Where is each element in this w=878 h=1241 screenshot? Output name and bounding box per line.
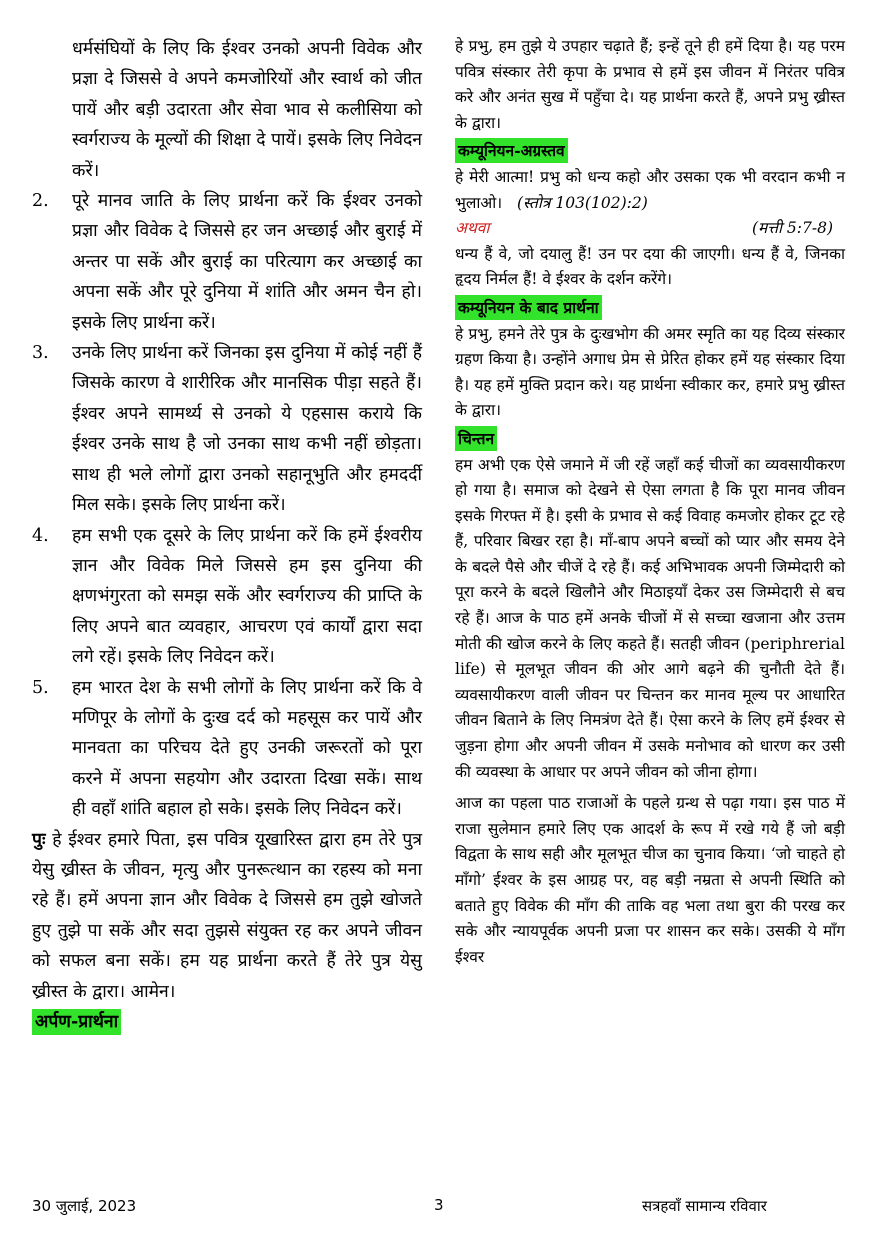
beatitude-text: धन्य हैं वे, जो दयालु हैं! उन पर दया की जाएगी। धन्य हैं वे, जिनका हृदय निर्मल हैं! वे ईश्वर के दर्शन करेंगे। — [455, 244, 845, 289]
alternative-row — [455, 216, 845, 242]
reflection-paragraph-1: हम अभी एक ऐसे जमाने में जी रहें जहाँ कई चीजों का व्यवसायीकरण हो गया है। समाज को देखने से ऐसा लगता है कि पूरा मानव जीवन इसके गिरफ्त में है। इसी के प्रभाव से कई विवाह कमजोर होकर टूट रहे हैं, परिवार बिखर रहा है। माँ-बाप अपने बच्चों को प्यार और समय देने के बदले पैसे और चीजें दे रहे हैं। कई अभिभावक अपनी जिम्मेदारी को पूरा करने के बदले खिलौने और मिठाइयाँ देकर उस जिम्मेदारी से बच रहे हैं। आज के पाठ हमें अनके चीजों में से सच्चा खजाना और उत्तम मोती की खोज करने के लिए कहते हैं। सतही जीवन (periphrerial life) से मूलभूत जीवन की ओर आगे बढ़ने की चुनौती देते हैं। व्यवसायीकरण वाली जीवन पर चिन्तन कर मानव मूल्य पर आधारित जीवन बिताने के लिए निमत्रंण देते हैं। ऐसा करने के लिए हमें ईश्वर से जुड़ना होगा और अपनी जीवन में उसके मनोभाव को धारण कर उसी की व्यवस्था के आधार पर अपने जीवन को जीना होगा। — [455, 455, 845, 781]
intercession-2 — [32, 186, 422, 338]
intercession-1: धर्मसंघियों के लिए कि ईश्वर उनको अपनी विवेक और प्रज्ञा दे जिससे वे अपने कमजोरियों और स्वार्थ को जीत पायें और बड़ी उदारता और सेवा भाव से कलीसिया को स्वर्गराज्य के मूल्यों की शिक्षा दे पायें। इसके लिए निवेदन करें। — [72, 39, 422, 181]
left-column — [32, 34, 422, 1037]
footer-date: 30 जुलाई, 2023 — [32, 1197, 137, 1215]
item-number: 4. — [32, 525, 49, 546]
closing-label: पुः — [32, 829, 46, 850]
post-communion-text: हे प्रभु, हमने तेरे पुत्र के दुःखभोग की अमर स्मृति का यह दिव्य संस्कार ग्रहण किया है। उन्होंने अगाध प्रेम से प्रेरित होकर हमें यह संस्कार दिया है। यह हमें मुक्ति प्रदान करे। यह प्रार्थना स्वीकार कर, हमारे प्रभु ख्रीस्त के द्वारा। — [455, 324, 845, 420]
post-communion-heading: कम्यूनियन के बाद प्रार्थना — [455, 295, 602, 320]
item-text: हम सभी एक दूसरे के लिए प्रार्थना करें कि हमें ईश्वरीय ज्ञान और विवेक मिले जिससे हम इस दुनिया की क्षणभंगुरता को समझ सकें और स्वर्गराज्य की प्राप्ति के लिए अपने बात व्यवहार, आचरण एवं कार्यों द्वारा सदा लगे रहें। इसके लिए निवेदन करें। — [72, 525, 422, 668]
page-number: 3 — [434, 1196, 444, 1214]
item-text: उनके लिए प्रार्थना करें जिनका इस दुनिया में कोई नहीं हैं जिसके कारण वे शारीरिक और मानसिक पीड़ा सहते हैं। ईश्वर अपने सामर्थ्य से उनको ये एहसास कराये कि ईश्वर उनके साथ है जो उनका साथ कभी नहीं छोड़ता। साथ ही भले लोगों द्वारा उनको सहानूभुति और हमदर्दी मिल सके। इसके लिए प्रार्थना करें। — [72, 343, 422, 516]
offering-heading: अर्पण-प्रार्थना — [32, 1009, 121, 1035]
communion-text: हे मेरी आत्मा! प्रभु को धन्य कहो और उसका एक भी वरदान कभी न भुलाओ। — [455, 167, 845, 212]
intercession-3 — [32, 338, 422, 520]
item-number: 5. — [32, 677, 49, 698]
item-text: पूरे मानव जाति के लिए प्रार्थना करें कि ईश्वर उनको प्रज्ञा और विवेक दे जिससे हर जन अच्छाई और बुराई में अन्तर पा सकें और बुराई का परित्याग कर अच्छाई का अपना सकें और पूरे दुनिया में शांति और अमन चैन हो। इसके लिए प्रार्थना करें। — [72, 191, 422, 333]
matthew-citation: (मत्ती 5:7-8) — [751, 219, 833, 238]
footer-title: सत्रहवाँ सामान्य रविवार — [642, 1197, 767, 1215]
reflection-heading: चिन्तन — [455, 426, 497, 451]
intercession-5 — [32, 673, 422, 825]
item-text: हम भारत देश के सभी लोगों के लिए प्रार्थना करें कि वे मणिपूर के लोगों के दुःख दर्द को महसूस कर पायें और मानवता का परिचय देते हुए उनकी जरूरतों को पूरा करने में अपना सहयोग और उदारता दिखा सकें। साथ ही वहाँ शांति बहाल हो सके। इसके लिए निवेदन करें। — [72, 677, 422, 820]
communion-heading: कम्यूनियन-अग्रस्तव — [455, 138, 568, 163]
offering-text: हे प्रभु, हम तुझे ये उपहार चढ़ाते हैं; इन्हें तूने ही हमें दिया है। यह परम पवित्र संस्कार तेरी कृपा के प्रभाव से हमें इस जीवन में निरंतर पवित्र करे और अनंत सुख में पहुँचा दे। यह प्रार्थना करते हैं, अपने प्रभु ख्रीस्त के द्वारा। — [455, 37, 845, 132]
right-column — [455, 34, 845, 970]
closing-prayer — [32, 825, 422, 1007]
communion-antiphon — [455, 165, 845, 216]
item-number: 2. — [32, 191, 49, 212]
reflection-paragraph-2: आज का पहला पाठ राजाओं के पहले ग्रन्थ से पढ़ा गया। इस पाठ में राजा सुलेमान हमारे लिए एक आदर्श के रूप में रखे गये हैं जो बड़ी विद्वता के साथ सही और मूलभूत चीज का चुनाव किया। ‘जो चाहते हो माँगो’ ईश्वर के इस आग्रह पर, वह बड़ी नम्रता से अपनी स्थिति को बताते हुए विवेक की माँग की ताकि वह भला तथा बुरा की परख कर सके और न्यायपूर्वक अपनी प्रजा पर शासन कर सके। उसकी ये माँग ईश्वर — [455, 794, 845, 966]
or-label: अथवा — [455, 219, 490, 238]
closing-text: हे ईश्वर हमारे पिता, इस पवित्र यूखारिस्त द्वारा हम तेरे पुत्र येसु ख्रीस्त के जीवन, मृत्यु और पुनरूत्थान का रहस्य को मना रहे हैं। हमें अपना ज्ञान और विवेक दे जिससे हम तुझे खोजते हुए तुझे पा सकें और सदा तुझसे संयुक्त रह कर अपने जीवन को सफल बना सकें। हम यह प्रार्थना करते हैं तेरे पुत्र येसु ख्रीस्त के द्वारा। आमेन। — [32, 829, 422, 1002]
item-number: 3. — [32, 343, 49, 364]
psalm-citation: (स्तोत्र 103(102):2) — [516, 193, 648, 212]
intercession-4 — [32, 521, 422, 673]
page-footer — [32, 1196, 852, 1220]
